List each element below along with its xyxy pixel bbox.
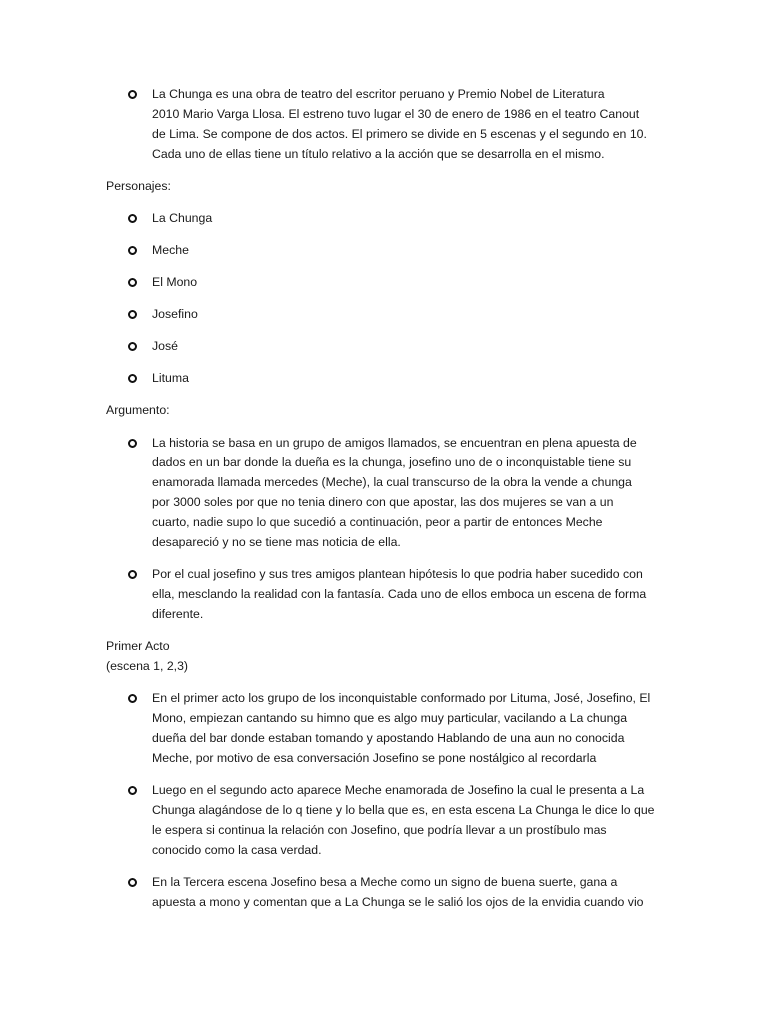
list-item-line: Luego en el segundo acto aparece Meche enamorada de Josefino la cual le presenta a La bbox=[152, 782, 645, 797]
argumento-list bbox=[106, 434, 666, 625]
list-item-line: Chunga alagándose de lo q tiene y lo bella que es, en esta escena La Chunga le dice lo que bbox=[152, 802, 655, 817]
list-item-line: apuesta a mono y comentan que a La Chunga se le salió los ojos de la envidia cuando vio bbox=[152, 894, 644, 909]
primer-acto-list bbox=[106, 689, 666, 912]
list-item-line: El Mono bbox=[152, 275, 198, 290]
list-item bbox=[106, 689, 666, 769]
list-item-line: La Chunga bbox=[152, 210, 213, 225]
list-item-line: cuarto, nadie supo lo que sucedió a continuación, peor a partir de entonces Meche bbox=[152, 515, 603, 530]
list-item-line: La Chunga es una obra de teatro del escritor peruano y Premio Nobel de Literatura bbox=[152, 87, 605, 101]
list-item bbox=[106, 873, 666, 913]
bullet-icon bbox=[128, 310, 137, 319]
list-item-line: ella, mesclando la realidad con la fantasía. Cada uno de ellos emboca un escena de forma bbox=[152, 587, 647, 602]
personajes-heading: Personajes: bbox=[106, 178, 171, 193]
bullet-icon bbox=[128, 246, 137, 255]
list-item-line: desapareció y no se tiene mas noticia de ella. bbox=[152, 535, 401, 550]
bullet-icon bbox=[128, 570, 137, 579]
bullet-icon bbox=[128, 374, 137, 383]
document-content bbox=[106, 85, 666, 925]
primer-acto-heading: Primer Acto bbox=[106, 639, 170, 654]
list-item-line: enamorada llamada mercedes (Meche), la cual transcurso de la obra la vende a chunga bbox=[152, 475, 632, 490]
list-item-line: dueña del bar donde estaban tomando y apostando Hablando de una aun no conocida bbox=[152, 730, 625, 745]
list-item bbox=[106, 209, 666, 229]
primer-acto-subheading: (escena 1, 2,3) bbox=[106, 659, 189, 673]
list-item-line: Lituma bbox=[152, 371, 189, 386]
list-item bbox=[106, 337, 666, 357]
bullet-icon bbox=[128, 878, 137, 887]
bullet-icon bbox=[128, 214, 137, 223]
list-item-line: José bbox=[152, 339, 178, 354]
list-item-line: conocido como la casa verdad. bbox=[152, 842, 322, 857]
list-item bbox=[106, 305, 666, 325]
list-item bbox=[106, 241, 666, 261]
argumento-heading: Argumento: bbox=[106, 403, 170, 418]
bullet-icon bbox=[128, 786, 137, 795]
list-item-line: En el primer acto los grupo de los inconquistable conformado por Lituma, José, Josefino, El bbox=[152, 691, 651, 706]
list-item-line: por 3000 soles por que no tenia dinero con que apostar, las dos mujeres se van a un bbox=[152, 495, 614, 510]
list-item-line: Josefino bbox=[152, 307, 198, 322]
bullet-icon bbox=[128, 694, 137, 703]
bullet-icon bbox=[128, 90, 137, 99]
list-item bbox=[106, 565, 666, 625]
list-item-line: diferente. bbox=[152, 607, 204, 621]
list-item bbox=[106, 434, 666, 553]
list-item-line: de Lima. Se compone de dos actos. El primero se divide en 5 escenas y el segundo en 10. bbox=[152, 126, 647, 141]
bullet-icon bbox=[128, 439, 137, 448]
personajes-list bbox=[106, 209, 666, 389]
list-item bbox=[106, 85, 666, 165]
intro-list bbox=[106, 85, 666, 165]
list-item bbox=[106, 781, 666, 861]
list-item-line: Por el cual josefino y sus tres amigos plantean hipótesis lo que podria haber sucedido con bbox=[152, 567, 643, 582]
list-item bbox=[106, 273, 666, 293]
list-item bbox=[106, 369, 666, 389]
list-item-line: La historia se basa en un grupo de amigos llamados, se encuentran en plena apuesta de bbox=[152, 435, 637, 450]
list-item-line: 2010 Mario Varga Llosa. El estreno tuvo lugar el 30 de enero de 1986 en el teatro Canout bbox=[152, 106, 640, 121]
bullet-icon bbox=[128, 342, 137, 351]
list-item-line: Meche bbox=[152, 243, 189, 257]
list-item-line: Meche, por motivo de esa conversación Josefino se pone nostálgico al recordarla bbox=[152, 750, 597, 765]
list-item-line: Cada uno de ellas tiene un título relativo a la acción que se desarrolla en el mismo. bbox=[152, 146, 605, 161]
list-item-line: dados en un bar donde la dueña es la chunga, josefino uno de o inconquistable tiene su bbox=[152, 455, 632, 470]
bullet-icon bbox=[128, 278, 137, 287]
list-item-line: En la Tercera escena Josefino besa a Meche como un signo de buena suerte, gana a bbox=[152, 874, 618, 889]
list-item-line: Mono, empiezan cantando su himno que es algo muy particular, vacilando a La chunga bbox=[152, 711, 628, 725]
list-item-line: le espera si continua la relación con Josefino, que podría llevar a un prostíbulo mas bbox=[152, 822, 607, 837]
